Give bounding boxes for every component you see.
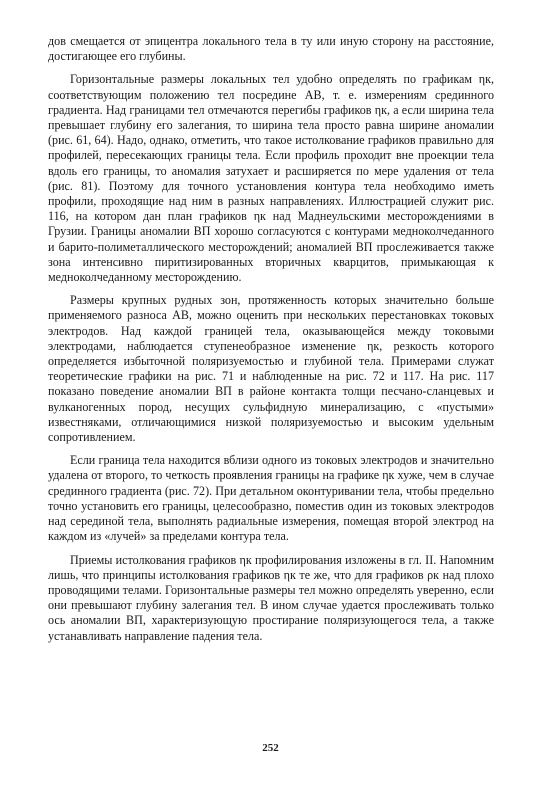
page-body [48, 34, 494, 644]
paragraph-continuation: дов смещается от эпицентра локального тела в ту или иную сторону на расстояние, достигающее его глубины. [48, 34, 494, 64]
paragraph-boundary-near-electrode: Если граница тела находится вблизи одного из токовых электродов и значительно удалена от второго, то четкость проявления границы на графике ηк хуже, чем в случае срединного градиента (рис. 72). При детальном оконтуривании тела, чтобы предельно точно установить его границы, целесообразно, поместив один из токовых электродов над серединой тела, выполнять радиальные измерения, помещая второй электрод на каждом из «лучей» за пределами контура тела. [48, 453, 494, 544]
paragraph-interpretation-methods: Приемы истолкования графиков ηк профилирования изложены в гл. II. Напомним лишь, что принципы истолкования графиков ηк те же, что для графиков ρк над плохо проводящими телами. Горизонтальные размеры тел можно определять уверенно, если они превышают глубину залегания тел. В ином случае удается прослеживать только ось аномалии ВП, характеризующую простирание поляризующегося тела, а также устанавливать направление падения тела. [48, 552, 494, 643]
paragraph-horizontal-dimensions: Горизонтальные размеры локальных тел удобно определять по графикам ηк, соответствующим положению тел посредине AB, т. е. измерениям срединного градиента. Над границами тел отмечаются перегибы графиков ηк, а если ширина тела превышает глубину его залегания, то ширина тела просто равна ширине аномалии (рис. 61, 64). Надо, однако, отметить, что такое истолкование графиков правильно для профилей, пересекающих границы тела. Если профиль проходит вне проекции тела вдоль его границы, то аномалия затухает и расширяется по мере удаления от тела (рис. 81). Поэтому для точного установления контура тела необходимо иметь профили, проходящие над ним в разных направлениях. Иллюстрацией служит рис. 116, на котором дан план графиков ηк над Маднеульскими месторождениями в Грузии. Границы аномалии ВП хорошо согласуются с контурами медноколчеданного и барито-полиметаллического месторождений; аномалией ВП прослеживается также зона интенсивно пиритизированных вторичных кварцитов, примыкающая к медноколчеданному месторождению. [48, 72, 494, 285]
paragraph-large-ore-zones: Размеры крупных рудных зон, протяженность которых значительно больше применяемого разноса AB, можно оценить при нескольких перестановках токовых электродов. Над каждой границей тела, оказывающейся между токовыми электродами, наблюдается ступенеобразное изменение ηк, резкость которого определяется избыточной поляризуемостью и глубиной тела. Примерами служат теоретические графики на рис. 71 и наблюденные на рис. 72 и 117. На рис. 117 показано поведение аномалии ВП в районе контакта толщи песчано-сланцевых и вулканогенных пород, несущих сульфидную минерализацию, с «пустыми» известняками, отличающимися низкой поляризуемостью и высоким удельным сопротивлением. [48, 293, 494, 445]
page-number: 252 [262, 742, 279, 754]
